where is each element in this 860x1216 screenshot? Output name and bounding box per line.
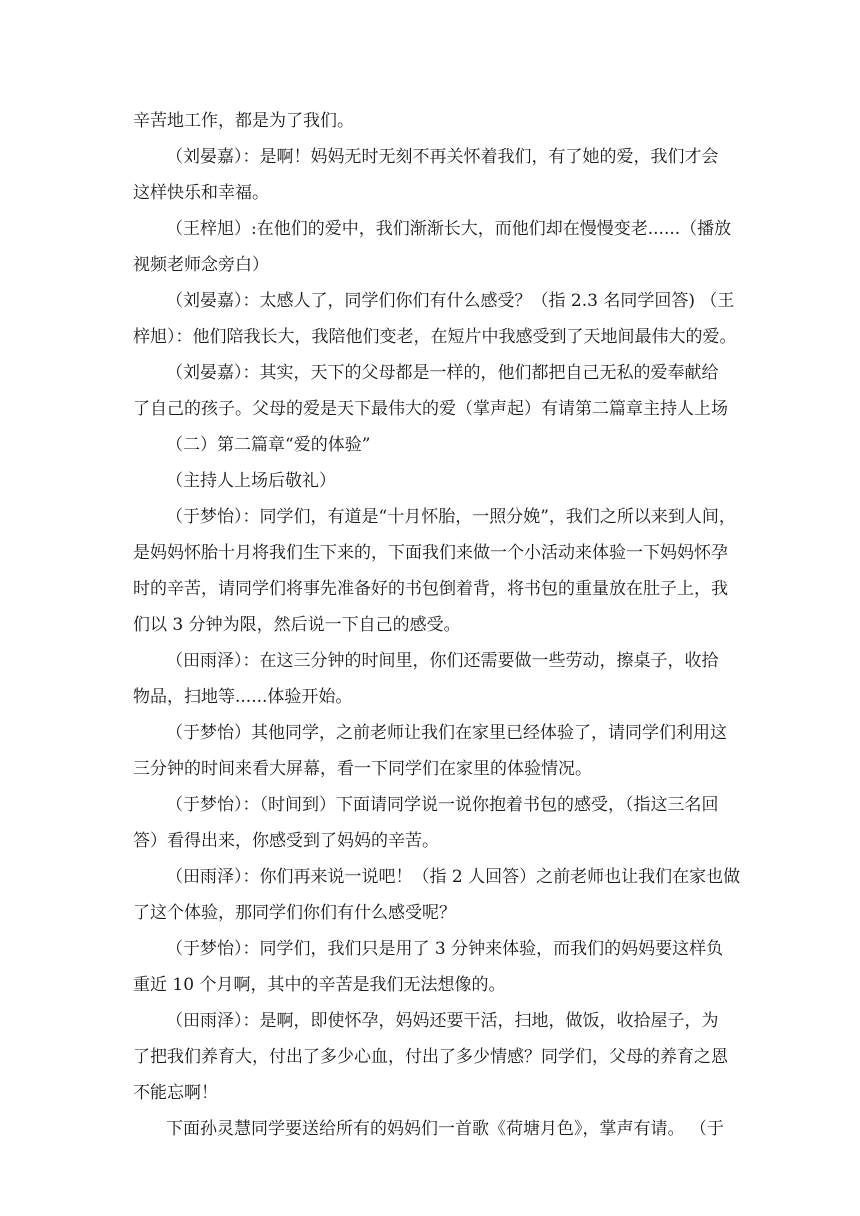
text-line: （于梦怡）：（时间到）下面请同学说一说你抱着书包的感受，（指这三名回 [166, 795, 719, 815]
text-line: （于梦怡）：同学们，有道是“十月怀胎，一照分娩”，我们之所以来到人间， [166, 507, 736, 527]
text-line: （于梦怡）：同学们，我们只是用了 3 分钟来体验，而我们的妈妈要这样负 [166, 939, 724, 959]
text-line: 答）看得出来，你感受到了妈妈的辛苦。 [133, 831, 439, 851]
text-line: （刘晏嘉）：是啊！妈妈无时无刻不再关怀着我们，有了她的爱，我们才会 [166, 147, 719, 167]
text-line: 重近 10 个月啊，其中的辛苦是我们无法想像的。 [133, 975, 506, 995]
text-line: （田雨泽）：你们再来说一说吧！（指 2 人回答）之前老师也让我们在家也做 [166, 867, 741, 887]
text-line: 物品，扫地等......体验开始。 [133, 687, 353, 707]
stage-direction: （主持人上场后敬礼） [166, 471, 336, 491]
text-line: （刘晏嘉）：其实，天下的父母都是一样的，他们都把自己无私的爱奉献给 [166, 363, 719, 383]
text-line: 了这个体验，那同学们你们有什么感受呢？ [133, 903, 456, 923]
text-line: 不能忘啊！ [133, 1083, 218, 1103]
section-heading: （二）第二篇章“爱的体验” [166, 435, 371, 455]
text-line: 们以 3 分钟为限，然后说一下自己的感受。 [133, 615, 461, 635]
text-line: （刘晏嘉）：太感人了，同学们你们有什么感受？（指 2.3 名同学回答) （王 [166, 291, 735, 311]
text-line: 是妈妈怀胎十月将我们生下来的，下面我们来做一个小活动来体验一下妈妈怀孕 [133, 543, 728, 563]
text-line: （田雨泽）：在这三分钟的时间里，你们还需要做一些劳动，擦桌子，收拾 [166, 651, 719, 671]
text-line: 了自己的孩子。父母的爱是天下最伟大的爱（掌声起）有请第二篇章主持人上场 [133, 399, 728, 419]
text-line: 下面孙灵慧同学要送给所有的妈妈们一首歌《荷塘月色》，掌声有请。 （于 [166, 1119, 724, 1139]
text-line: 时的辛苦，请同学们将事先准备好的书包倒着背，将书包的重量放在肚子上，我 [133, 579, 728, 599]
text-line: 了把我们养育大，付出了多少心血，付出了多少情感？同学们，父母的养育之恩 [133, 1047, 728, 1067]
text-line: （于梦怡）其他同学，之前老师让我们在家里已经体验了，请同学们利用这 [166, 723, 727, 743]
text-line: （王梓旭）:在他们的爱中，我们渐渐长大，而他们却在慢慢变老......（播放 [166, 219, 732, 239]
text-line: 三分钟的时间来看大屏幕，看一下同学们在家里的体验情况。 [133, 759, 592, 779]
text-line: 视频老师念旁白） [133, 255, 269, 275]
text-line: （田雨泽）：是啊，即使怀孕，妈妈还要干活，扫地，做饭，收拾屋子，为 [166, 1011, 719, 1031]
text-line: 这样快乐和幸福。 [133, 183, 269, 203]
text-line: 梓旭）：他们陪我长大，我陪他们变老，在短片中我感受到了天地间最伟大的爱。 [133, 327, 737, 347]
text-line: 辛苦地工作，都是为了我们。 [133, 111, 354, 131]
